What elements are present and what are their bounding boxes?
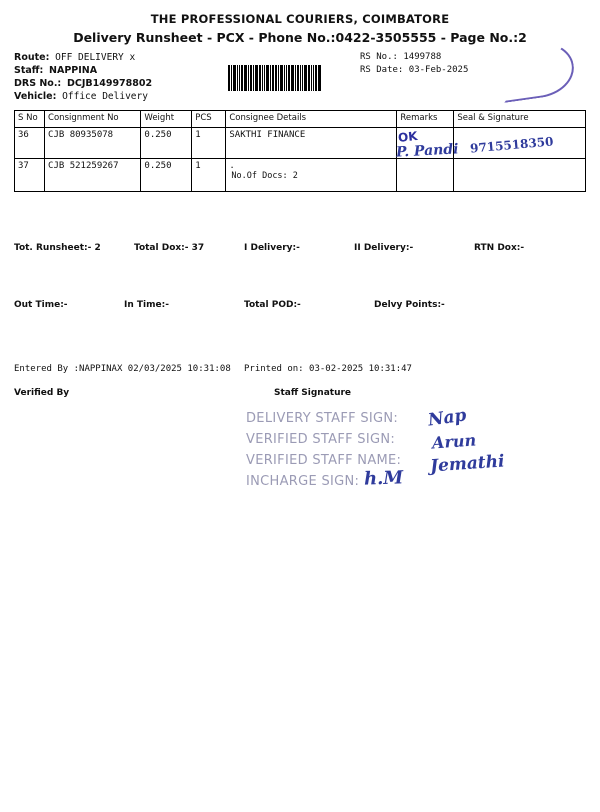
staff-signature-label: Staff Signature [274,388,352,398]
table-header-row [15,111,586,128]
column-header-seal-signature: Seal & Signature [454,111,586,128]
handwritten-phone-number: 9715518350 [469,134,554,156]
cell-weight: 0.250 [141,128,192,159]
cell-sno: 36 [15,128,45,159]
stamp-verified-staff-name-label: VERIFIED STAFF NAME: [246,453,402,468]
cell-consignee: SAKTHI FINANCE [226,128,397,159]
vehicle-value: Office Delivery [62,91,148,102]
vehicle-label: Vehicle: [14,91,57,102]
handwritten-verified-staff-name: Jemathi [429,451,506,477]
tot-runsheet [14,239,134,258]
docs-count-note: No.Of Docs: 2 [231,171,298,181]
route-value: OFF DELIVERY x [55,52,136,63]
delvy-points-label: Delvy Points:- [374,300,445,310]
cell-pcs: 1 [192,159,226,192]
handwritten-incharge-sign: h.M [363,467,404,490]
consignee-value: . [229,161,235,171]
ii-delivery [354,239,474,258]
staff-label: Staff: [14,65,44,76]
cell-pcs: 1 [192,128,226,159]
handwritten-verified-staff-sign: Arun [431,430,477,453]
drs-value: DCJB149978802 [66,78,153,89]
handwritten-delivery-staff-sign: Nap [426,405,468,431]
cell-consignee [226,159,397,192]
table-row [15,159,586,192]
rs-no-label: RS No.: [360,52,398,62]
rs-no-value: 1499788 [403,52,442,62]
handwritten-ok-mark: OK [397,129,419,145]
verified-by-label: Verified By [14,388,70,398]
cell-consignment-no: CJB 521259267 [45,159,141,192]
staff-value: NAPPINA [49,65,98,76]
rs-date-value: 03-Feb-2025 [408,65,469,75]
cell-consignment-no: CJB 80935078 [45,128,141,159]
column-header-weight: Weight [141,111,192,128]
rs-block [360,51,468,77]
total-pod [244,296,374,315]
in-time [124,296,244,315]
in-time-label: In Time:- [124,300,169,310]
barcode [228,65,352,91]
drs-label: DRS No.: [14,78,62,89]
total-dox [134,239,244,258]
out-time-label: Out Time:- [14,300,68,310]
column-header-consignee-details: Consignee Details [226,111,397,128]
route-label: Route: [14,52,50,63]
out-time [14,296,124,315]
totals-row-1 [14,239,600,258]
cell-weight: 0.250 [141,159,192,192]
total-dox-value: 37 [191,243,205,253]
column-header-remarks: Remarks [397,111,454,128]
cell-remarks [397,159,454,192]
signature-line [14,388,600,398]
tot-runsheet-value: 2 [94,243,101,253]
stamp-incharge-sign-label: INCHARGE SIGN: [246,474,360,489]
column-header-pcs: PCS [192,111,226,128]
ii-delivery-label: II Delivery:- [354,243,414,253]
totals-block [14,201,600,353]
rtn-dox [474,239,524,258]
rs-date-label: RS Date: [360,65,404,75]
document-page [0,12,600,812]
cell-sno: 37 [15,159,45,192]
column-header-sno: S No [15,111,45,128]
page-title: THE PROFESSIONAL COURIERS, COIMBATORE [150,12,450,26]
column-header-consignment-no: Consignment No [45,111,141,128]
printed-on: Printed on: 03-02-2025 10:31:47 [244,364,412,374]
totals-row-2 [14,296,600,315]
rtn-dox-label: RTN Dox:- [474,243,525,253]
stamp-delivery-staff-sign-label: DELIVERY STAFF SIGN: [246,411,399,426]
total-pod-label: Total POD:- [244,300,301,310]
rs-date-line [360,64,468,77]
cell-seal-signature [454,159,586,192]
total-dox-label: Total Dox:- [134,243,189,253]
delvy-points [374,296,445,315]
footer-entry-line [14,364,600,374]
stamp-verified-staff-sign-label: VERIFIED STAFF SIGN: [246,432,396,447]
entered-by: Entered By :NAPPINAX 02/03/2025 10:31:08 [14,364,231,374]
i-delivery [244,239,354,258]
rs-no-line [360,51,468,64]
i-delivery-label: I Delivery:- [244,243,300,253]
tot-runsheet-label: Tot. Runsheet:- [14,243,92,253]
page-subtitle: Delivery Runsheet - PCX - Phone No.:0422-3505555 - Page No.:2 [73,30,527,45]
handwritten-receiver-name: P. Pandi [395,141,459,161]
